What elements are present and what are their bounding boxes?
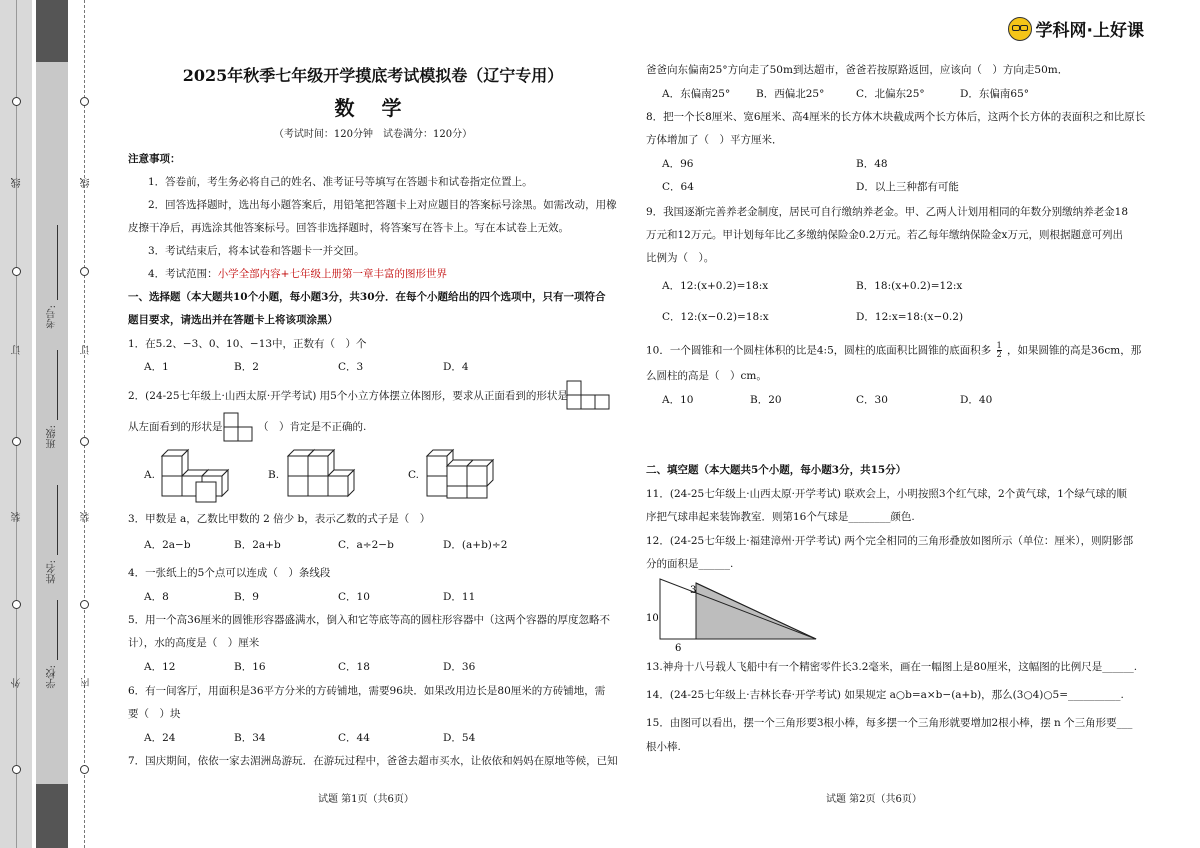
binding-strip xyxy=(0,0,108,848)
front-view-figure xyxy=(566,380,612,410)
q2-option-c[interactable]: C. xyxy=(408,469,419,481)
notice-item: 2．回答选择题时，选出每小题答案后，用铅笔把答题卡上对应题目的答案标号涂黑。如需改动，用橡 xyxy=(148,199,617,211)
label-6: 6 xyxy=(675,643,682,652)
outer-binding-line xyxy=(16,0,17,848)
page-footer: 试题 第1页（共6页） xyxy=(318,794,414,805)
question-6: 6．有一间客厅，用面积是36平方分米的方砖铺地，需要96块．如果改用边长是80厘米的方砖铺地，需 xyxy=(128,685,606,697)
outer-mark: 订 xyxy=(12,345,23,355)
binding-hole xyxy=(12,97,21,106)
q8-option-a[interactable]: A．96 xyxy=(662,158,694,170)
binding-hole xyxy=(80,765,89,774)
q9-option-a[interactable]: A．12:(x+0.2)=18:x xyxy=(662,280,769,292)
q1-option-d[interactable]: D．4 xyxy=(443,361,469,373)
q3-option-c[interactable]: C．a÷2−b xyxy=(338,539,394,551)
q3-option-d[interactable]: D．(a+b)÷2 xyxy=(443,539,508,551)
mascot-icon xyxy=(1008,17,1032,41)
q10-fraction-den: 2 xyxy=(996,350,1002,359)
question-7: 7．国庆期间，依依一家去湄洲岛游玩．在游玩过程中，爸爸去超市买水，让依依和妈妈在原地等候，已知 xyxy=(128,755,618,767)
notice-scope-label: 4．考试范围： xyxy=(148,268,218,280)
field-school: 学校: xyxy=(47,665,58,689)
q7-option-a[interactable]: A．东偏南25° xyxy=(662,88,731,100)
question-8: 8．把一个长8厘米、宽6厘米、高4厘米的长方体木块截成两个长方体后，这两个长方体的表面积之和比原长 xyxy=(646,111,1146,123)
binding-hole xyxy=(80,267,89,276)
q2-text-a: 从左面看到的形状是 xyxy=(128,421,223,433)
q7-option-d[interactable]: D．东偏南65° xyxy=(960,88,1030,100)
question-1: 1．在5.2、−3、0、10、−13中，正数有（ ）个 xyxy=(128,338,367,350)
field-name-line[interactable] xyxy=(57,485,58,555)
section-1-heading-cont: 题目要求，请选出并在答题卡上将该项涂黑） xyxy=(128,314,338,326)
inner-cut-line xyxy=(84,0,85,848)
brand-name: 学科网·上好课 xyxy=(1035,21,1144,41)
question-5: 5．用一个高36厘米的圆锥形容器盛满水，倒入和它等底等高的圆柱形容器中（这两个容器的厚度忽略不 xyxy=(128,614,611,626)
outer-mark: 外 xyxy=(12,678,23,688)
q2-cube-figure-b xyxy=(284,440,366,504)
label-3: 3 xyxy=(690,585,697,596)
question-9-cont: 万元和12万元。甲计划每年比乙多缴纳保险金0.2万元。若乙每年缴纳保险金x万元，则根据题意可列出 xyxy=(646,229,1123,241)
q1-option-c[interactable]: C．3 xyxy=(338,361,364,373)
question-7-cont: 爸爸向东偏南25°方向走了50m到达超市，爸爸若按原路返回，应该向（ ）方向走50m． xyxy=(646,64,1069,76)
brand-logo xyxy=(1008,16,1144,41)
question-2: 2．(24-25七年级上·山西太原·开学考试) 用5个小立方体摆立体图形，要求从正面看到的形状是 xyxy=(128,390,568,402)
inner-mark: 线 xyxy=(81,178,92,188)
q3-option-a[interactable]: A．2a−b xyxy=(144,539,191,551)
bar-dark-bottom xyxy=(36,784,68,848)
q6-option-c[interactable]: C．44 xyxy=(338,732,370,744)
q6-option-a[interactable]: A．24 xyxy=(144,732,176,744)
inner-mark: 装 xyxy=(81,512,92,522)
field-number-line[interactable] xyxy=(57,225,58,300)
page-footer: 试题 第2页（共6页） xyxy=(826,794,922,805)
q10-option-d[interactable]: D．40 xyxy=(960,394,993,406)
binding-hole xyxy=(12,267,21,276)
notice-item: 皮擦干净后，再选涂其他答案标号。回答非选择题时，将答案写在答卡上。写在本试卷上无效。 xyxy=(128,222,569,234)
field-class: 班级: xyxy=(47,425,58,449)
q1-option-a[interactable]: A．1 xyxy=(144,361,169,373)
binding-hole xyxy=(80,437,89,446)
q4-option-d[interactable]: D．11 xyxy=(443,591,476,603)
q7-option-c[interactable]: C．北偏东25° xyxy=(856,88,925,100)
q5-option-c[interactable]: C．18 xyxy=(338,661,370,673)
q10-option-b[interactable]: B．20 xyxy=(750,394,782,406)
q8-option-d[interactable]: D．以上三种都有可能 xyxy=(856,181,959,193)
q2-cube-figure-a xyxy=(158,440,240,504)
q9-option-d[interactable]: D．12:x=18:(x−0.2) xyxy=(856,311,964,323)
q10-option-a[interactable]: A．10 xyxy=(662,394,694,406)
question-9: 9．我国逐渐完善养老金制度，居民可自行缴纳养老金。甲、乙两人计划用相同的年数分别缴纳养老金18 xyxy=(646,206,1129,218)
q3-option-b[interactable]: B．2a+b xyxy=(234,539,281,551)
q10-text-a: 10．一个圆锥和一个圆柱体积的比是4:5，圆柱的底面积比圆锥的底面积多 xyxy=(646,344,992,357)
field-class-line[interactable] xyxy=(57,350,58,420)
q6-option-d[interactable]: D．54 xyxy=(443,732,476,744)
left-view-figure xyxy=(223,412,255,442)
question-14: 14．(24-25七年级上·吉林长春·开学考试) 如果规定 a○b=a×b−(a+b)，那么(3○4)○5=__________. xyxy=(646,689,1124,701)
binding-hole xyxy=(12,437,21,446)
question-10-cont: 么圆柱的高是（ ）cm。 xyxy=(646,370,767,382)
section-2-heading: 二、填空题（本大题共5个小题，每小题3分，共15分） xyxy=(646,464,907,476)
binding-hole xyxy=(12,600,21,609)
q8-option-c[interactable]: C．64 xyxy=(662,181,694,193)
q10-option-c[interactable]: C．30 xyxy=(856,394,888,406)
q10-fraction xyxy=(997,342,1002,359)
question-12: 12．(24-25七年级上·福建漳州·开学考试) 两个完全相同的三角形叠放如图所示（单位：厘米），则阴影部 xyxy=(646,535,1134,547)
notice-item: 1．答卷前，考生务必将自己的姓名、准考证号等填写在答题卡和试卷指定位置上。 xyxy=(148,176,533,188)
question-11: 11．(24-25七年级上·山西太原·开学考试) 联欢会上，小明按照3个红气球，2个黄气球，1个绿气球的顺 xyxy=(646,488,1127,500)
outer-mark: 装 xyxy=(12,512,23,522)
question-12-cont: 分的面积是______. xyxy=(646,558,734,570)
q12-triangle-figure xyxy=(646,577,826,652)
bar-dark-top xyxy=(36,0,68,62)
q2-option-b[interactable]: B. xyxy=(268,469,280,481)
outer-mark: 线 xyxy=(12,178,23,188)
exam-meta: （考试时间：120分钟 试卷满分：120分） xyxy=(273,129,473,140)
question-5-cont: 计），水的高度是（ ）厘米 xyxy=(128,637,260,649)
notice-item: 3．考试结束后，将本试卷和答题卡一并交回。 xyxy=(148,245,365,257)
question-10 xyxy=(646,342,1141,359)
field-name: 姓名: xyxy=(47,560,58,584)
binding-hole xyxy=(12,765,21,774)
question-6-cont: 要（ ）块 xyxy=(128,708,181,720)
q4-option-b[interactable]: B．9 xyxy=(234,591,259,603)
q5-option-a[interactable]: A．12 xyxy=(144,661,176,673)
section-1-heading: 一、选择题（本大题共10个小题，每小题3分，共30分．在每个小题给出的四个选项中，只有一项符合 xyxy=(128,291,606,303)
q5-option-b[interactable]: B．16 xyxy=(234,661,266,673)
field-school-line[interactable] xyxy=(57,600,58,660)
question-15-cont: 根小棒. xyxy=(646,741,681,753)
q10-text-b: ，如果圆锥的高是36cm，那 xyxy=(1007,344,1142,357)
q1-option-b[interactable]: B．2 xyxy=(234,361,259,373)
question-4: 4．一张纸上的5个点可以连成（ ）条线段 xyxy=(128,567,331,579)
q4-option-c[interactable]: C．10 xyxy=(338,591,370,603)
binding-hole xyxy=(80,600,89,609)
q9-option-c[interactable]: C．12:(x−0.2)=18:x xyxy=(662,311,769,323)
q2-option-a[interactable]: A. xyxy=(144,469,155,481)
question-9-cont2: 比例为（ ）。 xyxy=(646,252,715,264)
notice-scope: 小学全部内容+七年级上册第一章丰富的图形世界 xyxy=(217,268,447,280)
q2-cube-figure-c xyxy=(423,440,511,504)
q10-fraction-num: 1 xyxy=(996,341,1002,350)
field-number: 考号: xyxy=(47,305,58,329)
question-3: 3．甲数是 a，乙数比甲数的 2 倍少 b，表示乙数的式子是（ ） xyxy=(128,513,431,525)
question-13: 13.神舟十八号载人飞船中有一个精密零件长3.2毫米，画在一幅图上是80厘米，这幅图的比例尺是______. xyxy=(646,661,1138,673)
q7-option-b[interactable]: B．西偏北25° xyxy=(756,88,825,100)
notice-item xyxy=(148,267,447,281)
exam-subject: 数 学 xyxy=(334,96,412,120)
q8-option-b[interactable]: B．48 xyxy=(856,158,888,170)
notice-title: 注意事项： xyxy=(128,153,181,165)
label-10: 10 xyxy=(646,613,659,624)
q9-option-b[interactable]: B．18:(x+0.2)=12:x xyxy=(856,280,963,292)
inner-binding-bar xyxy=(36,0,68,848)
binding-hole xyxy=(80,97,89,106)
q5-option-d[interactable]: D．36 xyxy=(443,661,476,673)
q6-option-b[interactable]: B．34 xyxy=(234,732,266,744)
question-15: 15．由图可以看出，摆一个三角形要3根小棒，每多摆一个三角形就要增加2根小棒，摆 n 个三角形要___ xyxy=(646,717,1133,729)
q2-text-b: （ ）肯定是不正确的. xyxy=(258,421,367,433)
exam-title: 2025年秋季七年级开学摸底考试模拟卷（辽宁专用） xyxy=(182,66,564,85)
question-8-cont: 方体增加了（ ）平方厘米． xyxy=(646,134,783,146)
question-11-cont: 序把气球串起来装饰教室．则第16个气球是________颜色. xyxy=(646,511,915,523)
inner-mark: 内 xyxy=(81,678,92,688)
inner-mark: 订 xyxy=(81,345,92,355)
q4-option-a[interactable]: A．8 xyxy=(144,591,169,603)
question-2-cont xyxy=(128,420,223,434)
